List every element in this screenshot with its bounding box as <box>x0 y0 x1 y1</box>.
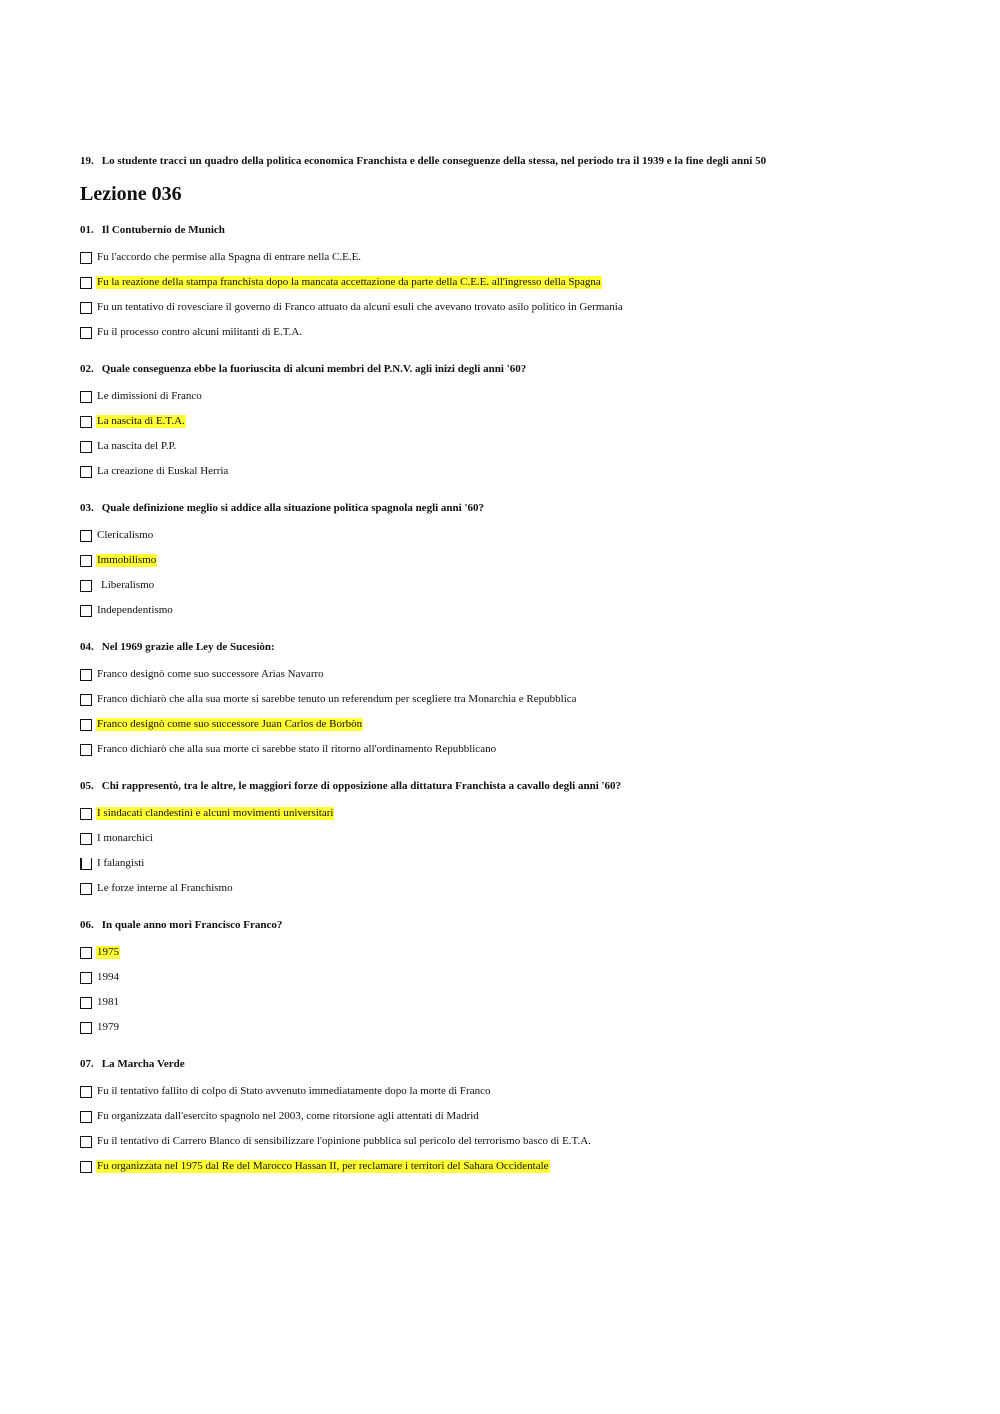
answer-option[interactable] <box>80 523 960 548</box>
answer-checkbox[interactable] <box>80 605 92 617</box>
answer-label: 1981 <box>97 996 119 1008</box>
answer-label: La nascita del P.P. <box>97 440 177 452</box>
question-block <box>80 919 960 1040</box>
answer-checkbox[interactable] <box>80 302 92 314</box>
question-text: In quale anno morì Francisco Franco? <box>101 919 283 931</box>
answer-label: Franco dichiarò che alla sua morte ci sarebbe stato il ritorno all'ordinamento Repubblicano <box>97 743 497 755</box>
answer-label-highlighted: Franco designò come suo successore Juan Carlos de Borbòn <box>97 718 363 730</box>
answer-checkbox[interactable] <box>80 694 92 706</box>
answer-checkbox[interactable] <box>80 883 92 895</box>
answer-label: Le dimissioni di Franco <box>97 390 202 402</box>
answer-checkbox[interactable] <box>80 719 92 731</box>
answer-option[interactable] <box>80 245 960 270</box>
answer-option[interactable] <box>80 737 960 762</box>
open-question <box>80 155 960 167</box>
answer-label: La creazione di Euskal Herria <box>97 465 229 477</box>
document-page <box>80 155 960 1197</box>
question-number: 02. <box>80 363 94 375</box>
question-block <box>80 1058 960 1179</box>
answer-option[interactable] <box>80 295 960 320</box>
answer-option[interactable] <box>80 826 960 851</box>
answer-label: Liberalismo <box>101 579 155 591</box>
answer-label: Fu il tentativo fallito di colpo di Stato avvenuto immediatamente dopo la morte di Franco <box>97 1085 491 1097</box>
question-number: 03. <box>80 502 94 514</box>
answer-option[interactable] <box>80 459 960 484</box>
answer-label: I monarchici <box>97 832 153 844</box>
answer-checkbox[interactable] <box>80 466 92 478</box>
answer-option[interactable] <box>80 270 960 295</box>
question-text: Lo studente tracci un quadro della politica economica Franchista e delle conseguenze della stessa, nel periodo tra il 1939 e la fine degli anni 50 <box>101 155 767 167</box>
answer-option[interactable] <box>80 384 960 409</box>
question-number: 19. <box>80 155 94 167</box>
answer-checkbox[interactable] <box>80 277 92 289</box>
answer-checkbox[interactable] <box>80 252 92 264</box>
question-title <box>80 919 960 931</box>
answer-checkbox[interactable] <box>80 972 92 984</box>
answer-option[interactable] <box>80 712 960 737</box>
question-text: Quale conseguenza ebbe la fuoriuscita di alcuni membri del P.N.V. agli inizi degli anni '60? <box>101 363 527 375</box>
answer-label-highlighted: 1975 <box>97 946 119 958</box>
question-number: 07. <box>80 1058 94 1070</box>
answer-checkbox[interactable] <box>80 391 92 403</box>
answer-checkbox[interactable] <box>80 808 92 820</box>
answer-label: I falangisti <box>97 857 145 869</box>
answer-option[interactable] <box>80 1154 960 1179</box>
answer-checkbox[interactable] <box>80 1022 92 1034</box>
answer-label-highlighted: Fu la reazione della stampa franchista dopo la mancata accettazione da parte della C.E.E. all'ingresso della Spagna <box>97 276 601 288</box>
lesson-title: Lezione 036 <box>80 183 182 205</box>
answer-option[interactable] <box>80 409 960 434</box>
question-title <box>80 780 960 792</box>
question-number: 06. <box>80 919 94 931</box>
answer-checkbox[interactable] <box>80 580 92 592</box>
answer-checkbox[interactable] <box>80 530 92 542</box>
answer-option[interactable] <box>80 687 960 712</box>
question-title <box>80 502 960 514</box>
answer-option[interactable] <box>80 598 960 623</box>
answer-option[interactable] <box>80 662 960 687</box>
answer-label: Fu il processo contro alcuni militanti di E.T.A. <box>97 326 303 338</box>
answer-checkbox[interactable] <box>80 1086 92 1098</box>
answer-option[interactable] <box>80 1104 960 1129</box>
question-title <box>80 641 960 653</box>
answer-checkbox[interactable] <box>80 1161 92 1173</box>
question-text: Quale definizione meglio si addice alla situazione politica spagnola negli anni '60? <box>101 502 485 514</box>
answer-checkbox[interactable] <box>80 833 92 845</box>
question-text: Nel 1969 grazie alle Ley de Sucesiòn: <box>101 641 275 653</box>
answer-label: Franco designò come suo successore Arias Navarro <box>97 668 324 680</box>
answer-label: Fu un tentativo di rovesciare il governo di Franco attuato da alcuni esuli che avevano trovato asilo politico in Germania <box>97 301 623 313</box>
answer-option[interactable] <box>80 1129 960 1154</box>
answer-option[interactable] <box>80 940 960 965</box>
answer-label-highlighted: I sindacati clandestini e alcuni movimenti universitari <box>97 807 334 819</box>
answer-checkbox[interactable] <box>80 744 92 756</box>
answer-label: 1979 <box>97 1021 119 1033</box>
question-block <box>80 363 960 484</box>
answer-checkbox[interactable] <box>80 1136 92 1148</box>
question-number: 04. <box>80 641 94 653</box>
answer-label: Fu il tentativo di Carrero Blanco di sensibilizzare l'opinione pubblica sul pericolo del terrorismo basco di E.T.A. <box>97 1135 591 1147</box>
question-text: La Marcha Verde <box>101 1058 185 1070</box>
answer-label: Fu organizzata dall'esercito spagnolo nel 2003, come ritorsione agli attentati di Madrid <box>97 1110 479 1122</box>
question-title <box>80 1058 960 1070</box>
question-text: Chi rappresentò, tra le altre, le maggiori forze di opposizione alla dittatura Franchista a cavallo degli anni '60? <box>101 780 622 792</box>
question-list <box>80 224 960 1179</box>
answer-checkbox[interactable] <box>80 669 92 681</box>
answer-checkbox[interactable] <box>80 555 92 567</box>
answer-option[interactable] <box>80 801 960 826</box>
question-block <box>80 224 960 345</box>
answer-label: Le forze interne al Franchismo <box>97 882 233 894</box>
answer-checkbox[interactable] <box>80 441 92 453</box>
question-block <box>80 641 960 762</box>
answer-checkbox[interactable] <box>80 858 92 870</box>
answer-checkbox[interactable] <box>80 1111 92 1123</box>
question-number: 01. <box>80 224 94 236</box>
answer-label: Franco dichiarò che alla sua morte si sarebbe tenuto un referendum per scegliere tra Monarchia e Repubblica <box>97 693 577 705</box>
question-block <box>80 502 960 623</box>
answer-label-highlighted: Fu organizzata nel 1975 dal Re del Marocco Hassan II, per reclamare i territori del Sahara Occidentale <box>97 1160 549 1172</box>
answer-label: 1994 <box>97 971 119 983</box>
answer-option[interactable] <box>80 990 960 1015</box>
answer-option[interactable] <box>80 1079 960 1104</box>
answer-checkbox[interactable] <box>80 947 92 959</box>
answer-option[interactable] <box>80 548 960 573</box>
answer-checkbox[interactable] <box>80 327 92 339</box>
answer-label: Fu l'accordo che permise alla Spagna di entrare nella C.E.E. <box>97 251 362 263</box>
answer-label: Clericalismo <box>97 529 154 541</box>
question-title <box>80 224 960 236</box>
answer-option[interactable] <box>80 876 960 901</box>
question-number: 05. <box>80 780 94 792</box>
answer-option[interactable] <box>80 1015 960 1040</box>
answer-label-highlighted: La nascita di E.T.A. <box>97 415 185 427</box>
question-title <box>80 363 960 375</box>
answer-label: Independentismo <box>97 604 173 616</box>
answer-option[interactable] <box>80 434 960 459</box>
answer-checkbox[interactable] <box>80 416 92 428</box>
answer-option[interactable] <box>80 851 960 876</box>
answer-checkbox[interactable] <box>80 997 92 1009</box>
answer-label-highlighted: Immobilismo <box>97 554 157 566</box>
question-text: Il Contubernio de Munich <box>101 224 225 236</box>
answer-option[interactable] <box>80 320 960 345</box>
answer-option[interactable] <box>80 573 960 598</box>
answer-option[interactable] <box>80 965 960 990</box>
question-block <box>80 780 960 901</box>
